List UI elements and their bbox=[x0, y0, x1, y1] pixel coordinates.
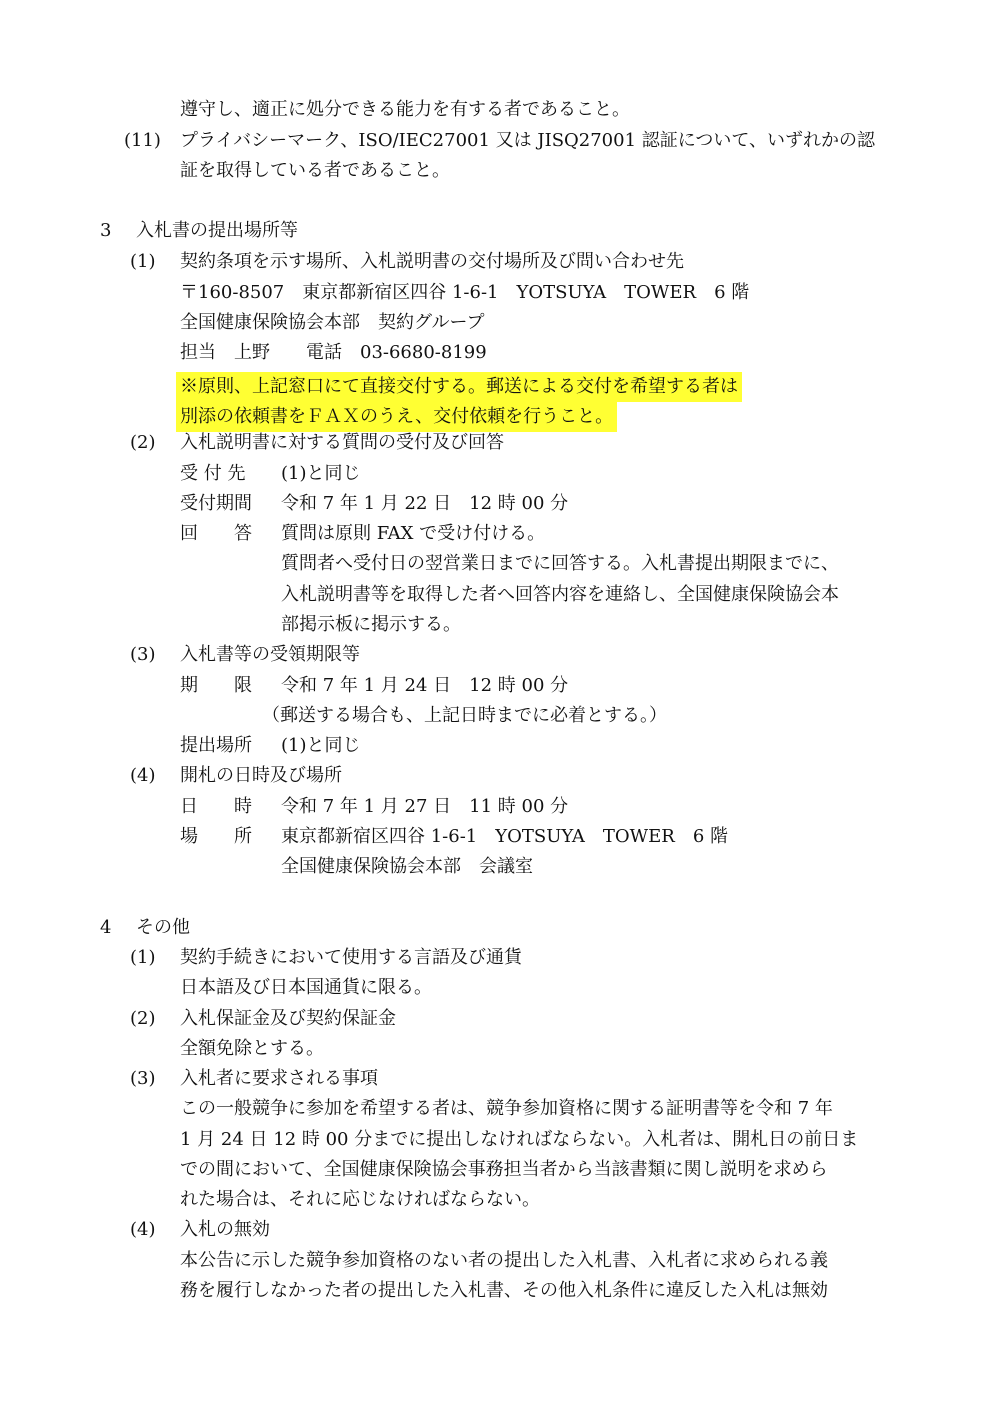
item-number: (2) bbox=[130, 432, 156, 453]
body-line: 遵守し、適正に処分できる能力を有する者であること。 bbox=[180, 99, 630, 120]
field-label: 受付期間 bbox=[180, 493, 252, 514]
field-value: 質問は原則 FAX で受け付ける。 bbox=[281, 523, 546, 544]
section-title: 入札書の提出場所等 bbox=[136, 220, 298, 241]
section-number: 4 bbox=[100, 917, 112, 938]
highlight-note: 別添の依頼書をＦＡＸのうえ、交付依頼を行うこと。 bbox=[176, 402, 617, 432]
item-title: 入札の無効 bbox=[180, 1219, 270, 1240]
item-number: (4) bbox=[130, 765, 156, 786]
item-title: 契約条項を示す場所、入札説明書の交付場所及び問い合わせ先 bbox=[180, 251, 684, 272]
item-number: (1) bbox=[130, 251, 156, 272]
body-line: れた場合は、それに応じなければならない。 bbox=[180, 1189, 540, 1210]
field-value: 質問者へ受付日の翌営業日までに回答する。入札書提出期限までに、 bbox=[281, 553, 839, 574]
item-title: 入札保証金及び契約保証金 bbox=[180, 1008, 396, 1029]
field-note: （郵送する場合も、上記日時までに必着とする。） bbox=[262, 705, 667, 726]
field-value: 部掲示板に掲示する。 bbox=[281, 614, 461, 635]
address-line: 〒160-8507 東京都新宿区四谷 1-6-1 YOTSUYA TOWER 6 階 bbox=[180, 282, 750, 303]
item-number: (3) bbox=[130, 644, 156, 665]
item-number: (11) bbox=[124, 130, 161, 151]
body-line: 証を取得している者であること。 bbox=[180, 160, 450, 181]
field-value: 東京都新宿区四谷 1-6-1 YOTSUYA TOWER 6 階 bbox=[281, 826, 729, 847]
item-number: (3) bbox=[130, 1068, 156, 1089]
section-number: 3 bbox=[100, 220, 112, 241]
field-label: 期 限 bbox=[180, 675, 252, 696]
field-label: 回 答 bbox=[180, 523, 252, 544]
field-value: 令和 7 年 1 月 24 日 12 時 00 分 bbox=[281, 675, 569, 696]
field-label: 提出場所 bbox=[180, 735, 252, 756]
body-line: 務を履行しなかった者の提出した入札書、その他入札条件に違反した入札は無効 bbox=[180, 1280, 828, 1301]
item-title: 入札書等の受領期限等 bbox=[180, 644, 360, 665]
field-value: (1)と同じ bbox=[281, 463, 361, 484]
field-value: 入札説明書等を取得した者へ回答内容を連絡し、全国健康保険協会本 bbox=[281, 584, 839, 605]
body-line: での間において、全国健康保険協会事務担当者から当該書類に関し説明を求めら bbox=[180, 1159, 828, 1180]
field-label: 場 所 bbox=[180, 826, 252, 847]
section-title: その他 bbox=[136, 917, 190, 938]
item-title: 入札説明書に対する質問の受付及び回答 bbox=[180, 432, 504, 453]
field-value: 令和 7 年 1 月 22 日 12 時 00 分 bbox=[281, 493, 569, 514]
field-label: 日 時 bbox=[180, 796, 252, 817]
item-title: 開札の日時及び場所 bbox=[180, 765, 342, 786]
item-title: 契約手続きにおいて使用する言語及び通貨 bbox=[180, 947, 522, 968]
field-value: 令和 7 年 1 月 27 日 11 時 00 分 bbox=[281, 796, 569, 817]
field-value: 全国健康保険協会本部 会議室 bbox=[281, 856, 533, 877]
contact-line: 担当 上野 電話 03-6680-8199 bbox=[180, 342, 487, 363]
item-number: (1) bbox=[130, 947, 156, 968]
body-line: プライバシーマーク、ISO/IEC27001 又は JISQ27001 認証について、いずれかの認 bbox=[180, 130, 876, 151]
body-line: 1 月 24 日 12 時 00 分までに提出しなければならない。入札者は、開札日の前日ま bbox=[180, 1129, 859, 1150]
body-line: 日本語及び日本国通貨に限る。 bbox=[180, 977, 432, 998]
body-line: 本公告に示した競争参加資格のない者の提出した入札書、入札者に求められる義 bbox=[180, 1250, 828, 1271]
item-title: 入札者に要求される事項 bbox=[180, 1068, 378, 1089]
body-line: 全額免除とする。 bbox=[180, 1038, 324, 1059]
item-number: (2) bbox=[130, 1008, 156, 1029]
body-line: この一般競争に参加を希望する者は、競争参加資格に関する証明書等を令和 7 年 bbox=[180, 1098, 833, 1119]
item-number: (4) bbox=[130, 1219, 156, 1240]
field-label: 受 付 先 bbox=[180, 463, 246, 484]
address-line: 全国健康保険協会本部 契約グループ bbox=[180, 312, 485, 333]
highlight-note: ※原則、上記窓口にて直接交付する。郵送による交付を希望する者は bbox=[176, 372, 742, 402]
field-value: (1)と同じ bbox=[281, 735, 361, 756]
